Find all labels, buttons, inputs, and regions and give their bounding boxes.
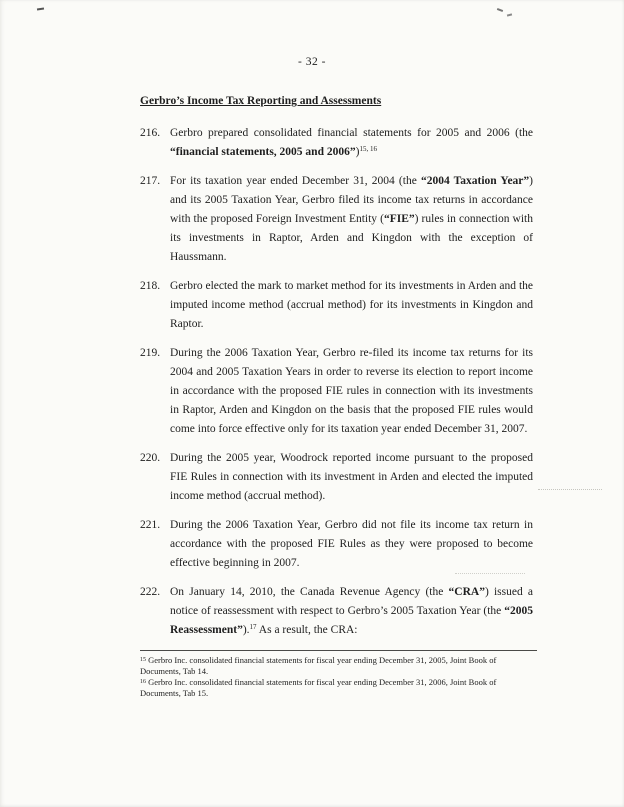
- document-content: [140, 92, 533, 650]
- numbered-paragraph: [140, 172, 533, 267]
- text-segment: During the 2006 Taxation Year, Gerbro did not file its income tax return in accordance with the proposed FIE Rules as they were proposed to become effective beginning in 2007.: [170, 519, 533, 569]
- text-segment: Gerbro elected the mark to market method for its investments in Arden and the imputed income method (accrual method) for its investments in Kingdon and Raptor.: [170, 280, 533, 330]
- footnote-text: Gerbro Inc. consolidated financial statements for fiscal year ending December 31, 2005, Joint Book of Documents, Tab 14.: [140, 655, 497, 676]
- text-segment: On January 14, 2010, the Canada Revenue Agency (the: [170, 586, 449, 598]
- paragraph-text: [170, 344, 533, 439]
- text-segment: For its taxation year ended December 31, 2004 (the: [170, 175, 421, 187]
- footnote-text: Gerbro Inc. consolidated financial statements for fiscal year ending December 31, 2006, Joint Book of Documents, Tab 15.: [140, 677, 497, 698]
- page-number: - 32 -: [298, 56, 326, 68]
- numbered-paragraph: [140, 516, 533, 573]
- text-segment: ).: [242, 624, 250, 636]
- scan-artifact: [497, 8, 503, 12]
- footnote-separator: [140, 650, 537, 651]
- paragraph-text: [170, 172, 533, 267]
- scan-artifact: [37, 8, 44, 11]
- numbered-paragraph: [140, 277, 533, 334]
- defined-term: “2004 Taxation Year”: [420, 175, 530, 187]
- paragraph-text: [170, 583, 533, 640]
- paragraph-text: [170, 449, 533, 506]
- paragraph-number: 220.: [140, 452, 161, 464]
- text-segment: Gerbro prepared consolidated financial statements for 2005 and 2006 (the: [170, 127, 533, 139]
- defined-term: “2005 Reassessment”: [170, 605, 533, 636]
- paragraph-number: 221.: [140, 519, 161, 531]
- paragraph-number: 219.: [140, 347, 161, 359]
- footnote: [140, 677, 537, 698]
- paragraph-list: [140, 124, 533, 640]
- paragraph-number: 222.: [140, 586, 161, 598]
- text-segment: ) rules in connection with its investments in Raptor, Arden and Kingdon with the exception of Haussmann.: [170, 213, 533, 263]
- footnote-section: [140, 650, 537, 699]
- paragraph-number: 217.: [140, 175, 161, 187]
- defined-term: “CRA”: [448, 586, 485, 598]
- paragraph-number: 216.: [140, 127, 161, 139]
- footnote-reference: 15, 16: [359, 145, 377, 153]
- numbered-paragraph: [140, 583, 533, 640]
- scan-artifact: [538, 489, 602, 490]
- paragraph-text: [170, 516, 533, 573]
- defined-term: “financial statements, 2005 and 2006”: [170, 146, 356, 158]
- text-segment: As a result, the CRA:: [256, 624, 358, 636]
- numbered-paragraph: [140, 344, 533, 439]
- text-segment: ) and its 2005 Taxation Year, Gerbro filed its income tax returns in accordance with the proposed Foreign Investment Entity (: [170, 175, 533, 225]
- footnote: [140, 655, 537, 676]
- scan-artifact: [507, 13, 512, 16]
- defined-term: “FIE”: [383, 213, 415, 225]
- section-heading: Gerbro’s Income Tax Reporting and Assessments: [140, 95, 382, 107]
- numbered-paragraph: [140, 124, 533, 162]
- text-segment: During the 2005 year, Woodrock reported income pursuant to the proposed FIE Rules in connection with its investment in Arden and elected the imputed income method (accrual method).: [170, 452, 533, 502]
- footnote-list: [140, 655, 537, 698]
- footnote-marker: 15: [140, 656, 146, 663]
- text-segment: ) issued a notice of reassessment with respect to Gerbro’s 2005 Taxation Year (the: [170, 586, 534, 617]
- footnote-reference: 17: [249, 623, 257, 631]
- text-segment: ): [355, 146, 360, 158]
- paragraph-number: 218.: [140, 280, 161, 292]
- footnote-marker: 16: [140, 678, 146, 685]
- paragraph-text: [170, 124, 533, 162]
- numbered-paragraph: [140, 449, 533, 506]
- paragraph-text: [170, 277, 533, 334]
- text-segment: During the 2006 Taxation Year, Gerbro re-filed its income tax returns for its 2004 and 2005 Taxation Years in order to reverse its election to report income in accordance with the proposed FIE rules in connection with its investments in Raptor, Arden and Kingdon on the basis that the proposed FIE rules would come into force effective only for its taxation year ended December 31, 2007.: [170, 347, 533, 435]
